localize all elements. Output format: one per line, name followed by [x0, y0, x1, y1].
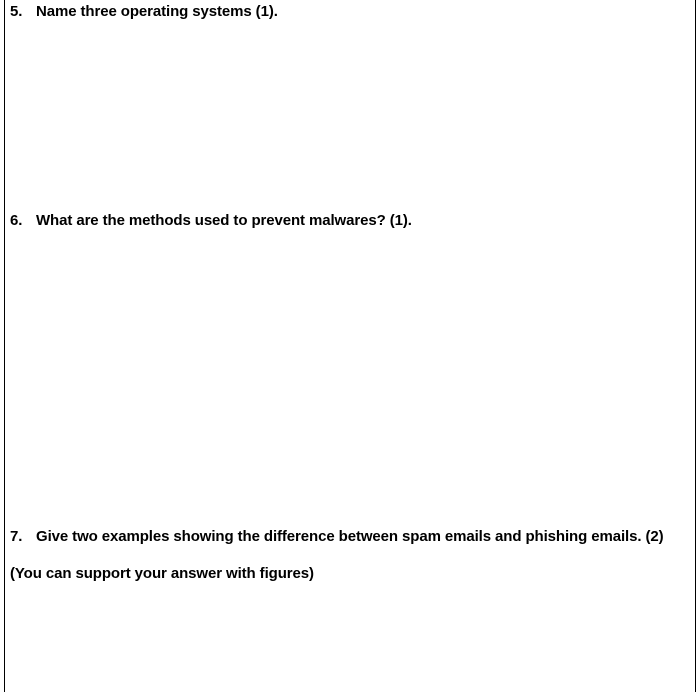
- right-border-line: [695, 0, 696, 692]
- question-5-text: Name three operating systems (1).: [36, 3, 278, 20]
- question-7-text: Give two examples showing the difference between spam emails and phishing emails. (2): [36, 528, 664, 545]
- question-7-note: (You can support your answer with figures): [10, 565, 314, 582]
- answer-area-6[interactable]: [5, 236, 695, 516]
- answer-area-5[interactable]: [5, 26, 695, 202]
- answer-area-7[interactable]: [5, 590, 695, 690]
- question-7-number: 7.: [10, 528, 23, 545]
- question-5: [10, 3, 278, 21]
- question-6: [10, 212, 412, 230]
- question-7: [10, 528, 664, 546]
- question-6-number: 6.: [10, 212, 23, 229]
- question-6-text: What are the methods used to prevent malwares? (1).: [36, 212, 412, 229]
- question-5-number: 5.: [10, 3, 23, 20]
